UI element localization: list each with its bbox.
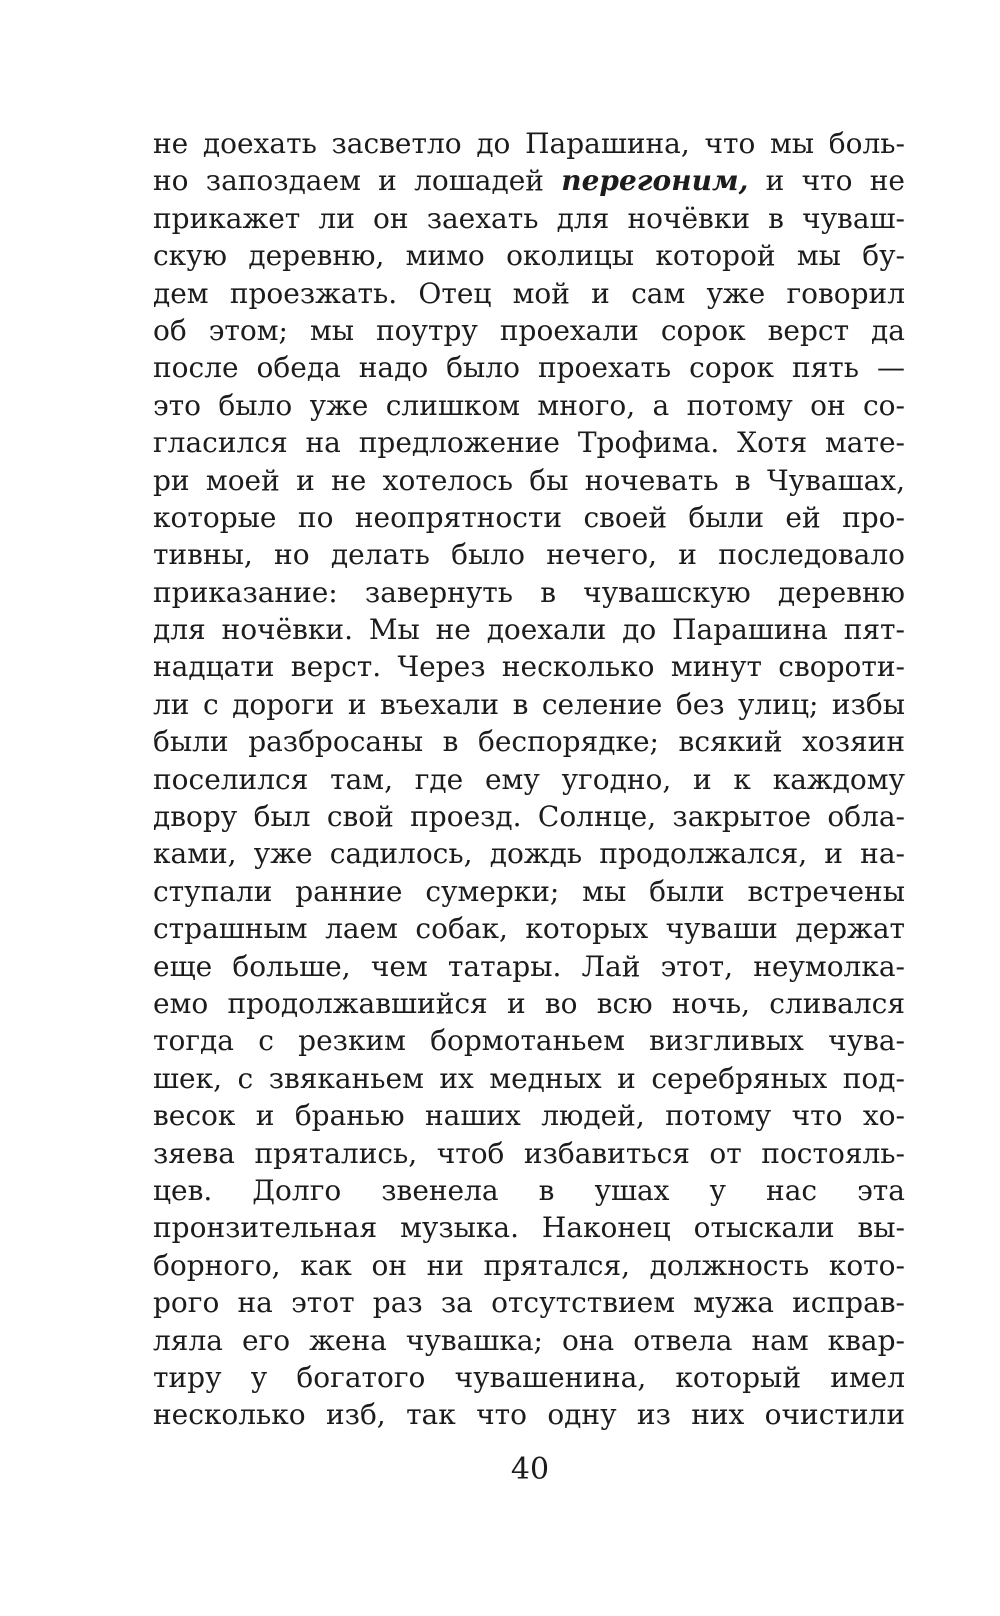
text-line: ками, уже садилось, дождь продолжался, и на- bbox=[153, 837, 905, 871]
emphasized-word: перегоним, bbox=[561, 164, 749, 198]
text-line: еще больше, чем татары. Лай этот, неумолка- bbox=[153, 949, 905, 983]
text-segment: но запоздаем и лошадей bbox=[153, 164, 562, 198]
text-line: шек, с звяканьем их медных и серебряных под- bbox=[153, 1061, 905, 1095]
page-number: 40 bbox=[510, 1452, 550, 1487]
text-line: ляла его жена чувашка; она отвела нам квар- bbox=[153, 1323, 905, 1357]
text-line: для ночёвки. Мы не доехали до Парашина пят- bbox=[153, 613, 905, 647]
text-line: страшным лаем собак, которых чуваши держат bbox=[153, 912, 905, 946]
text-line: зяева прятались, чтоб избавиться от постояль- bbox=[153, 1136, 905, 1170]
text-segment: и что не bbox=[748, 164, 905, 198]
text-line: тиру у богатого чувашенина, который имел bbox=[153, 1360, 905, 1394]
text-line: цев. Долго звенела в ушах у нас эта bbox=[153, 1173, 905, 1207]
text-line: тивны, но делать было нечего, и последовало bbox=[153, 538, 905, 572]
text-line: весок и бранью наших людей, потому что хо- bbox=[153, 1099, 905, 1133]
text-line bbox=[153, 162, 905, 199]
text-line: после обеда надо было проехать сорок пять — bbox=[153, 351, 905, 385]
text-line: борного, как он ни прятался, должность кото- bbox=[153, 1248, 905, 1282]
text-line: несколько изб, так что одну из них очистили bbox=[153, 1398, 905, 1432]
text-line: дем проезжать. Отец мой и сам уже говорил bbox=[153, 276, 905, 310]
text-line: это было уже слишком много, а потому он со- bbox=[153, 388, 905, 422]
text-line: пронзительная музыка. Наконец отыскали вы- bbox=[153, 1211, 905, 1245]
text-line: тогда с резким бормотаньем визгливых чува- bbox=[153, 1024, 905, 1058]
text-line: гласился на предложение Трофима. Хотя мате- bbox=[153, 426, 905, 460]
text-line: двору был свой проезд. Солнце, закрытое обла- bbox=[153, 800, 905, 834]
text-line: прикажет ли он заехать для ночёвки в чуваш- bbox=[153, 201, 905, 235]
text-line: об этом; мы поутру проехали сорок верст да bbox=[153, 313, 905, 347]
body-text bbox=[153, 125, 905, 1434]
text-line: не доехать засветло до Парашина, что мы боль- bbox=[153, 127, 905, 160]
text-line: приказание: завернуть в чувашскую деревню bbox=[153, 575, 905, 609]
text-line: рого на этот раз за отсутствием мужа исправ- bbox=[153, 1286, 905, 1320]
text-line: емо продолжавшийся и во всю ночь, сливался bbox=[153, 986, 905, 1020]
text-line: скую деревню, мимо околицы которой мы бу- bbox=[153, 239, 905, 273]
text-line: ли с дороги и въехали в селение без улиц; избы bbox=[153, 687, 905, 721]
text-line: надцати верст. Через несколько минут свороти- bbox=[153, 650, 905, 684]
text-line: ступали ранние сумерки; мы были встречены bbox=[153, 874, 905, 908]
text-line: поселился там, где ему угодно, и к каждому bbox=[153, 762, 905, 796]
text-line: ри моей и не хотелось бы ночевать в Чувашах, bbox=[153, 463, 905, 497]
text-line: были разбросаны в беспорядке; всякий хозяин bbox=[153, 725, 905, 759]
text-line: которые по неопрятности своей были ей про- bbox=[153, 500, 905, 534]
